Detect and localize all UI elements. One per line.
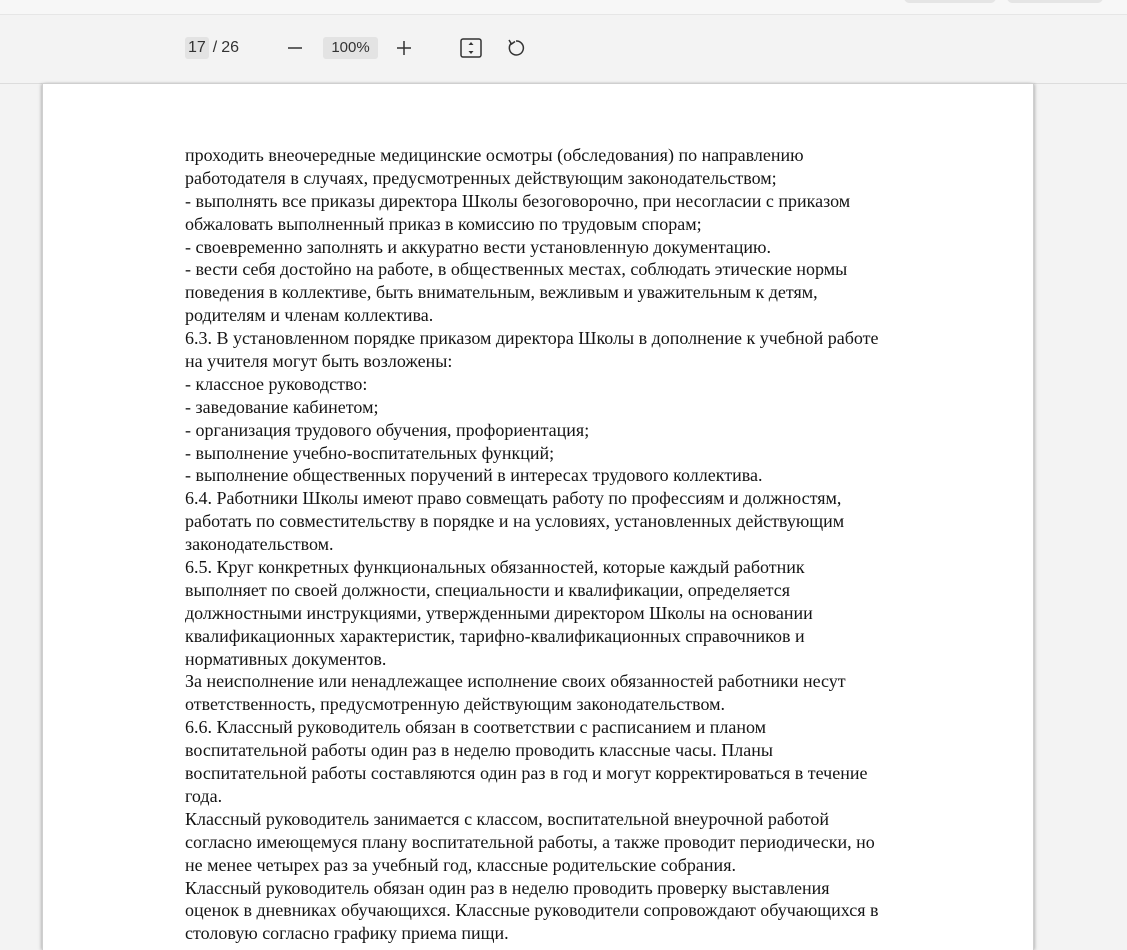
text-line: - выполнение общественных поручений в интересах трудового коллектива.	[185, 465, 763, 486]
text-line: нормативных документов.	[185, 648, 387, 669]
text-line: проходить внеочередные медицинские осмотры (обследования) по направлению	[185, 145, 804, 165]
text-line: 6.5. Круг конкретных функциональных обязанностей, которые каждый работник	[185, 557, 805, 578]
text-line: Классный руководитель занимается с классом, воспитательной внеурочной работой	[185, 808, 830, 829]
text-line: работать по совместительству в порядке и на условиях, установленных действующим	[185, 511, 845, 532]
text-line: выполняет по своей должности, специальности и квалификации, определяется	[185, 579, 790, 600]
text-line: обжаловать выполненный приказ в комиссию по трудовым спорам;	[185, 213, 702, 234]
rotate-icon	[506, 38, 526, 58]
text-line: оценок в дневниках обучающихся. Классные руководители сопровождают обучающихся в	[185, 900, 879, 921]
text-line: квалификационных характеристик, тарифно-квалификационных справочников и	[185, 625, 805, 646]
text-line: Классный руководитель обязан один раз в неделю проводить проверку выставления	[185, 877, 830, 898]
zoom-level-input[interactable]: 100%	[323, 37, 378, 59]
fit-page-icon	[460, 38, 482, 58]
page-separator: /	[212, 39, 218, 56]
pdf-toolbar	[0, 15, 1127, 84]
document-viewport[interactable]	[0, 84, 1127, 950]
zoom-out-button[interactable]	[282, 35, 308, 61]
zoom-in-button[interactable]	[391, 35, 417, 61]
rotate-button[interactable]	[503, 35, 529, 61]
plus-icon	[395, 39, 413, 57]
page-number-input[interactable]: 17	[185, 37, 209, 59]
text-line: должностными инструкциями, утвержденными директором Школы на основании	[185, 602, 813, 623]
text-line: - своевременно заполнять и аккуратно вести установленную документацию.	[185, 236, 771, 257]
top-action-pill[interactable]	[904, 0, 996, 3]
text-line: - выполнять все приказы директора Школы безоговорочно, при несогласии с приказом	[185, 190, 851, 211]
text-line: работодателя в случаях, предусмотренных действующим законодательством;	[185, 167, 777, 188]
page-total: 26	[221, 39, 240, 56]
page-indicator	[185, 37, 239, 59]
text-line: не менее четырех раз за учебный год, классные родительские собрания.	[185, 854, 736, 875]
fit-page-button[interactable]	[458, 35, 484, 61]
page-text	[185, 144, 975, 945]
top-action-pill[interactable]	[1007, 0, 1103, 3]
text-line: года.	[185, 785, 223, 806]
text-line: на учителя могут быть возложены:	[185, 351, 453, 372]
pdf-page	[43, 84, 1033, 950]
text-line: - классное руководство:	[185, 373, 368, 394]
text-line: воспитательной работы один раз в неделю проводить классные часы. Планы	[185, 740, 773, 761]
text-line: 6.4. Работники Школы имеют право совмещать работу по профессиям и должностям,	[185, 488, 842, 509]
window-top-strip	[0, 0, 1127, 15]
text-line: столовую согласно графику приема пищи.	[185, 923, 509, 944]
minus-icon	[286, 39, 304, 57]
text-line: - вести себя достойно на работе, в общественных местах, соблюдать этические нормы	[185, 259, 848, 280]
text-line: - организация трудового обучения, профориентация;	[185, 419, 590, 440]
text-line: воспитательной работы составляются один раз в год и могут корректироваться в течение	[185, 763, 868, 784]
text-line: - заведование кабинетом;	[185, 396, 379, 417]
text-line: ответственность, предусмотренную действующим законодательством.	[185, 694, 725, 715]
text-line: согласно имеющемуся плану воспитательной работы, а также проводит периодически, но	[185, 831, 875, 852]
text-line: За неисполнение или ненадлежащее исполнение своих обязанностей работники несут	[185, 671, 846, 692]
text-line: 6.3. В установленном порядке приказом директора Школы в дополнение к учебной работе	[185, 328, 879, 349]
text-line: поведения в коллективе, быть внимательным, вежливым и уважительным к детям,	[185, 282, 818, 303]
text-line: родителям и членам коллектива.	[185, 305, 434, 326]
text-line: 6.6. Классный руководитель обязан в соответствии с расписанием и планом	[185, 717, 767, 738]
text-line: законодательством.	[185, 534, 334, 555]
text-line: - выполнение учебно-воспитательных функций;	[185, 442, 555, 463]
